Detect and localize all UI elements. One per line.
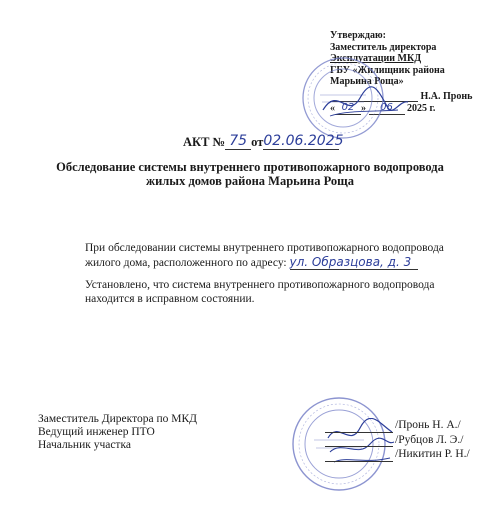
paragraph-result-text: Установлено, что система внутреннего противопожарного водопровода находится в исправном состоянии. — [85, 279, 435, 305]
approval-organization-cont: Марьина Роща» — [330, 76, 404, 87]
approval-date-month: 06 — [369, 102, 405, 115]
approval-signature — [318, 80, 413, 125]
approval-date-row: « 02 » 06 2025 г. — [330, 102, 436, 114]
act-number: 75 — [225, 133, 251, 150]
signature-names — [325, 418, 470, 462]
act-date: 02.06.2025 — [263, 133, 344, 149]
paragraph-inspection-text: При обследовании системы внутреннего противопожарного водопровода жилого дома, расположенного по адресу: — [85, 242, 444, 269]
paragraph-inspection — [40, 241, 480, 270]
signature-row-3 — [325, 447, 470, 462]
signature-roles — [38, 413, 197, 452]
name-nikitin: /Никитин Р. Н./ — [395, 448, 470, 460]
signature-row-1 — [325, 418, 470, 433]
act-header — [183, 133, 344, 150]
name-rubtsov: /Рубцов Л. Э./ — [395, 433, 464, 446]
signature-row-2 — [325, 433, 470, 448]
title-line-1: Обследование системы внутреннего противопожарного водопровода — [56, 160, 444, 174]
approval-date-day: 02 — [335, 102, 361, 115]
paragraph-result — [40, 278, 480, 306]
approval-department: Эксплуатации МКД — [330, 53, 422, 64]
role-deputy-director: Заместитель Директора по МКД — [38, 413, 197, 425]
role-lead-engineer: Ведущий инженер ПТО — [38, 426, 155, 438]
act-from: от — [251, 135, 264, 149]
act-prefix: АКТ № — [183, 135, 226, 149]
approval-organization: ГБУ «Жилищник района — [330, 64, 445, 76]
approval-date-year: 2025 г. — [407, 103, 436, 114]
title-line-2: жилых домов района Марьина Роща — [146, 174, 354, 188]
name-pron: /Пронь Н. А./ — [395, 419, 461, 431]
approval-signer: Н.А. Пронь — [420, 90, 473, 102]
document-title — [40, 160, 460, 188]
address-handwritten: ул. Образцова, д. 3 — [290, 255, 418, 270]
approval-position: Заместитель директора — [330, 41, 437, 53]
role-site-chief: Начальник участка — [38, 439, 131, 451]
approval-heading: Утверждаю: — [330, 30, 386, 41]
